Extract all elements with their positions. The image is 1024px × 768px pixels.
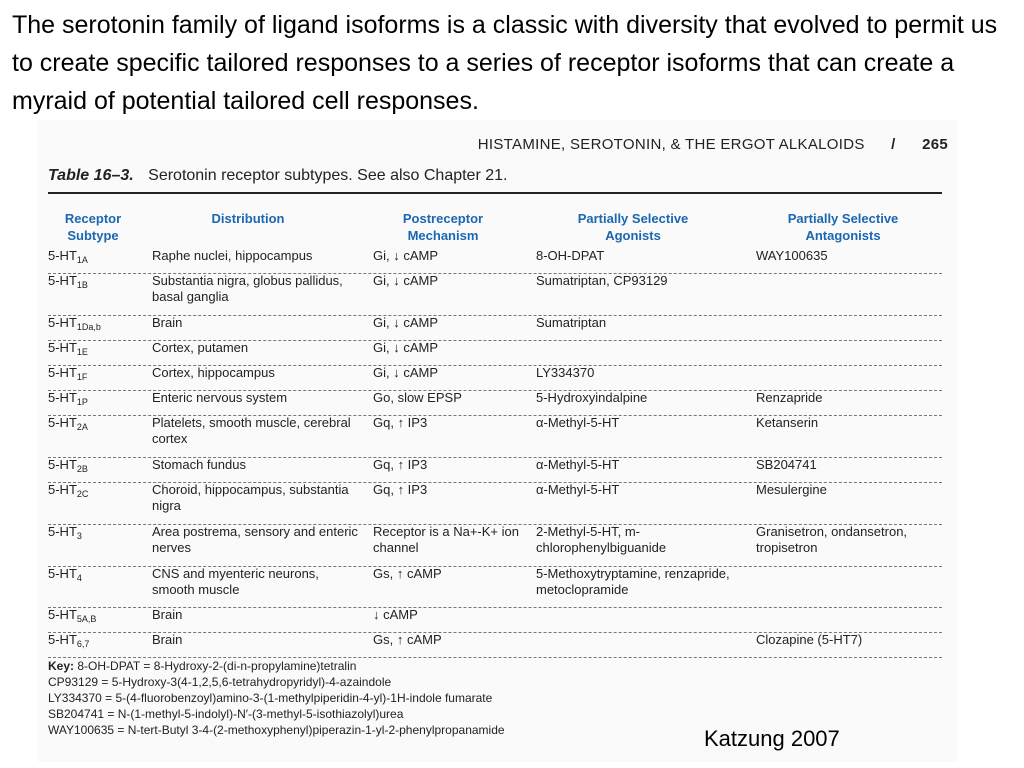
col-header-distribution: Distribution [211, 211, 285, 226]
cell-mechanism: Gs, ↑ cAMP [373, 632, 442, 647]
table-row [48, 607, 942, 633]
table-row [48, 566, 942, 608]
cell-distribution: CNS and myenteric neurons, smooth muscle [152, 566, 319, 597]
cell-mechanism: Gq, ↑ IP3 [373, 457, 428, 472]
table-row [48, 415, 942, 458]
cell-mechanism: ↓ cAMP [373, 607, 418, 622]
cell-distribution: Cortex, hippocampus [152, 365, 275, 380]
slide-body-text: The serotonin family of ligand isoforms is a classic with diversity that evolved to permit us to create specific tailored responses to a series of receptor isoforms that can create a myraid of potential tailored cell responses. [12, 11, 998, 115]
col-header-mechanism: Postreceptor Mechanism [402, 211, 484, 243]
cell-antagonists: Ketanserin [756, 415, 819, 430]
cell-mechanism: Gi, ↓ cAMP [373, 248, 439, 263]
page-number: 265 [922, 136, 948, 153]
cell-subtype: $5-HT_{1F}$ [48, 365, 88, 382]
running-head-slash: / [891, 136, 896, 153]
cell-antagonists: SB204741 [756, 457, 817, 472]
table-row [48, 340, 942, 366]
cell-subtype: $5-HT_{2B}$ [48, 457, 88, 474]
cell-subtype: $5-HT_{1A}$ [48, 248, 88, 265]
cell-subtype: $5-HT_{1P}$ [48, 390, 88, 407]
cell-distribution: Stomach fundus [152, 457, 246, 472]
col-header-agonists: Partially Selective Agonists [577, 211, 689, 243]
cell-subtype: $5-HT_4$ [48, 566, 82, 583]
cell-agonists: α-Methyl-5-HT [536, 482, 620, 497]
cell-distribution: Cortex, putamen [152, 340, 249, 355]
cell-mechanism: Gi, ↓ cAMP [373, 315, 439, 330]
col-header-antagonists: Partially Selective Antagonists [787, 211, 899, 243]
cell-distribution: Choroid, hippocampus, substantia nigra [152, 482, 349, 513]
cell-distribution: Substantia nigra, globus pallidus, basal ganglia [152, 273, 343, 304]
key-line: SB204741 = N-(1-methyl-5-indolyl)-N′-(3-methyl-5-isothiazolyl)urea [48, 707, 404, 721]
cell-agonists: Sumatriptan, CP93129 [536, 273, 668, 288]
cell-distribution: Brain [152, 315, 183, 330]
cell-agonists: Sumatriptan [536, 315, 607, 330]
table-row [48, 524, 942, 567]
table-row [48, 365, 942, 391]
cell-antagonists: WAY100635 [756, 248, 828, 263]
cell-subtype: $5-HT_{1B}$ [48, 273, 88, 290]
cell-subtype: $5-HT_{6,7}$ [48, 632, 90, 649]
cell-distribution: Raphe nuclei, hippocampus [152, 248, 313, 263]
table-row [48, 390, 942, 416]
table-key [48, 658, 505, 738]
cell-antagonists: Granisetron, ondansetron, tropisetron [756, 524, 908, 555]
table-label: Table 16–3. [48, 167, 134, 184]
running-head-title: HISTAMINE, SEROTONIN, & THE ERGOT ALKALOIDS [477, 136, 865, 153]
cell-agonists: 2-Methyl-5-HT, m-chlorophenylbiguanide [536, 524, 667, 555]
cell-mechanism: Gi, ↓ cAMP [373, 365, 439, 380]
cell-subtype: $5-HT_{1E}$ [48, 340, 88, 357]
cell-agonists: LY334370 [536, 365, 595, 380]
cell-mechanism: Receptor is a Na+-K+ ion channel [373, 524, 519, 555]
key-line: CP93129 = 5-Hydroxy-3(4-1,2,5,6-tetrahydropyridyl)-4-azaindole [48, 675, 392, 689]
cell-antagonists: Mesulergine [756, 482, 827, 497]
citation-credit: Katzung 2007 [704, 726, 840, 751]
table-row [48, 457, 942, 483]
cell-agonists: 8-OH-DPAT [536, 248, 605, 263]
table-row [48, 315, 942, 341]
key-line: LY334370 = 5-(4-fluorobenzoyl)amino-3-(1-methylpiperidin-4-yl)-1H-indole fumarate [48, 691, 493, 705]
cell-distribution: Platelets, smooth muscle, cerebral cortex [152, 415, 351, 446]
cell-distribution: Brain [152, 632, 183, 647]
cell-mechanism: Gi, ↓ cAMP [373, 273, 439, 288]
table-row [48, 632, 942, 658]
col-header-subtype: Receptor Subtype [64, 211, 122, 243]
table-top-rule [48, 192, 942, 194]
table-row [48, 248, 942, 274]
cell-antagonists: Renzapride [756, 390, 823, 405]
cell-mechanism: Gi, ↓ cAMP [373, 340, 439, 355]
cell-agonists: 5-Hydroxyindalpine [536, 390, 648, 405]
cell-mechanism: Gq, ↑ IP3 [373, 482, 428, 497]
cell-agonists: α-Methyl-5-HT [536, 457, 620, 472]
table-caption-text: Serotonin receptor subtypes. See also Chapter 21. [148, 167, 508, 184]
cell-subtype: $5-HT_{2A}$ [48, 415, 88, 432]
key-line: WAY100635 = N-tert-Butyl 3-4-(2-methoxyphenyl)piperazin-1-yl-2-phenylpropanamide [48, 723, 505, 737]
table-caption [48, 167, 507, 185]
cell-subtype: $5-HT_{2C}$ [48, 482, 89, 499]
cell-subtype: $5-HT_3$ [48, 524, 82, 541]
cell-distribution: Enteric nervous system [152, 390, 288, 405]
table-scan-image [38, 120, 958, 762]
key-line: 8-OH-DPAT = 8-Hydroxy-2-(di-n-propylamine)tetralin [77, 659, 357, 673]
cell-mechanism: Gs, ↑ cAMP [373, 566, 442, 581]
table-row [48, 273, 942, 316]
key-label: Key: [48, 659, 75, 673]
cell-distribution: Brain [152, 607, 183, 622]
cell-distribution: Area postrema, sensory and enteric nerves [152, 524, 358, 555]
cell-subtype: $5-HT_{5A,B}$ [48, 607, 97, 624]
cell-mechanism: Go, slow EPSP [373, 390, 462, 405]
running-head [48, 136, 948, 153]
cell-subtype: $5-HT_{1Da,b}$ [48, 315, 101, 332]
cell-antagonists: Clozapine (5-HT7) [756, 632, 863, 647]
cell-agonists: α-Methyl-5-HT [536, 415, 620, 430]
cell-agonists: 5-Methoxytryptamine, renzapride, metoclopramide [536, 566, 730, 597]
cell-mechanism: Gq, ↑ IP3 [373, 415, 428, 430]
table-row [48, 482, 942, 525]
